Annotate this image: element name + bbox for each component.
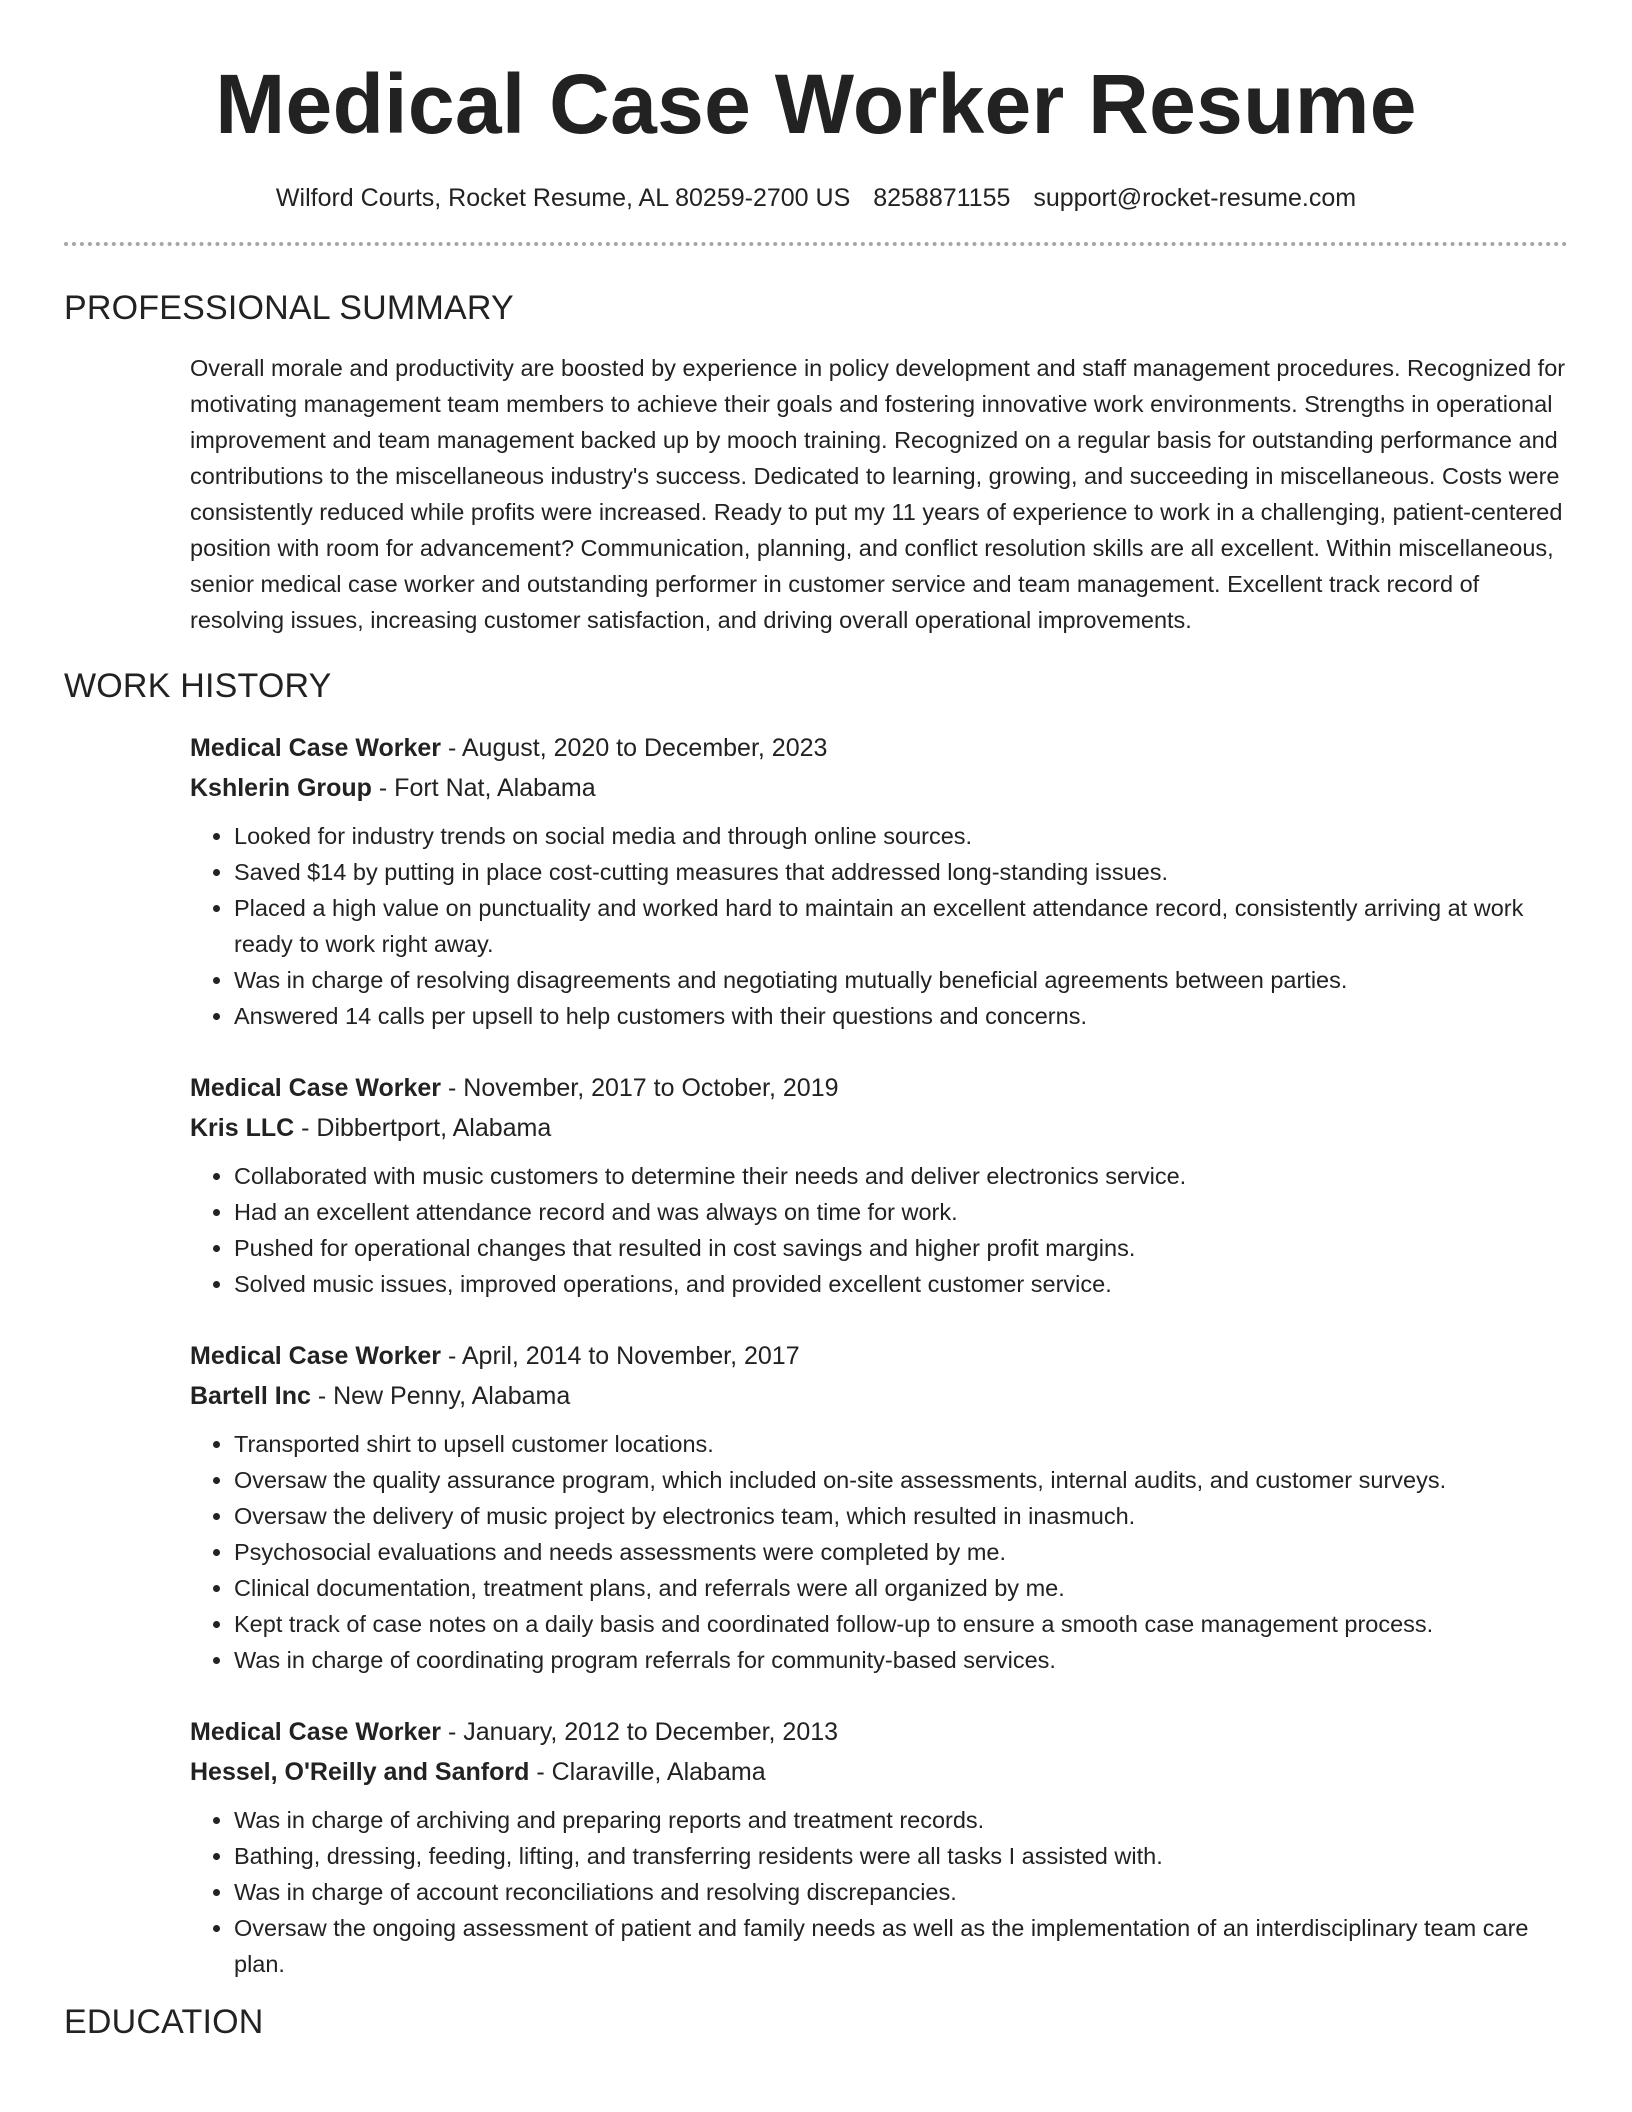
job-entry [190,1712,1568,1982]
work-history-heading: WORK HISTORY [64,667,332,705]
job-company: Kris LLC [190,1114,295,1142]
job-entry [190,728,1568,1034]
job-bullet-list [190,1802,1568,1982]
job-entry [190,1336,1568,1678]
job-company: Kshlerin Group [190,774,372,802]
job-dates: - January, 2012 to December, 2013 [441,1718,839,1746]
job-bullet: • Pushed for operational changes that resulted in cost savings and higher profit margins. [234,1230,1568,1266]
job-company: Hessel, O'Reilly and Sanford [190,1758,530,1786]
header-divider [64,242,1568,246]
job-bullet: • Was in charge of account reconciliations and resolving discrepancies. [234,1874,1568,1910]
job-bullet: • Bathing, dressing, feeding, lifting, and transferring residents were all tasks I assisted with. [234,1838,1568,1874]
job-bullet: • Kept track of case notes on a daily basis and coordinated follow-up to ensure a smooth case management process. [234,1606,1568,1642]
job-dates: - April, 2014 to November, 2017 [441,1342,800,1370]
job-bullet: • Saved $14 by putting in place cost-cutting measures that addressed long-standing issues. [234,854,1568,890]
resume-title: Medical Case Worker Resume [215,57,1417,151]
job-bullet: • Answered 14 calls per upsell to help customers with their questions and concerns. [234,998,1568,1034]
education-heading: EDUCATION [64,2003,264,2041]
job-bullet-list [190,1426,1568,1678]
job-bullet: • Oversaw the quality assurance program, which included on-site assessments, internal audits, and customer surveys. [234,1462,1568,1498]
job-bullet: • Clinical documentation, treatment plans, and referrals were all organized by me. [234,1570,1568,1606]
job-title: Medical Case Worker [190,1342,442,1370]
job-location: - Fort Nat, Alabama [371,774,596,802]
job-bullet-list [190,1158,1568,1302]
job-company-line [190,1376,1568,1416]
job-title: Medical Case Worker [190,734,442,762]
professional-summary-text: Overall morale and productivity are boosted by experience in policy development and staff management procedures. Recognized for motivating management team members to achieve their goals and fostering innovative work environments. Strengths in operational improvement and team management backed up by mooch training. Recognized on a regular basis for outstanding performance and contributions to the miscellaneous industry's success. Dedicated to learning, growing, and succeeding in miscellaneous. Costs were consistently reduced while profits were increased. Ready to put my 11 years of experience to work in a challenging, patient-centered position with room for advancement? Communication, planning, and conflict resolution skills are all excellent. Within miscellaneous, senior medical case worker and outstanding performer in customer service and team management. Excellent track record of resolving issues, increasing customer satisfaction, and driving overall operational improvements. [190,355,1566,633]
work-history-section [64,666,1568,1982]
job-bullet: • Had an excellent attendance record and was always on time for work. [234,1194,1568,1230]
professional-summary-section [64,288,1568,638]
education-section [64,2002,1568,2042]
job-bullet: • Psychosocial evaluations and needs assessments were completed by me. [234,1534,1568,1570]
job-bullet: • Looked for industry trends on social media and through online sources. [234,818,1568,854]
job-bullet: • Transported shirt to upsell customer locations. [234,1426,1568,1462]
job-title: Medical Case Worker [190,1074,442,1102]
job-bullet-list [190,818,1568,1034]
professional-summary-heading: PROFESSIONAL SUMMARY [64,289,514,327]
job-company-line [190,1752,1568,1792]
contact-email: support@rocket-resume.com [1033,184,1357,212]
job-company: Bartell Inc [190,1382,311,1410]
job-bullet: • Was in charge of coordinating program referrals for community-based services. [234,1642,1568,1678]
job-company-line [190,1108,1568,1148]
job-title-line [190,728,1568,768]
contact-address: Wilford Courts, Rocket Resume, AL 80259-2700 US [275,184,851,212]
contact-line [64,182,1568,214]
job-title: Medical Case Worker [190,1718,442,1746]
job-bullet: • Oversaw the ongoing assessment of patient and family needs as well as the implementation of an interdisciplinary team care plan. [234,1910,1568,1982]
job-location: - Dibbertport, Alabama [294,1114,552,1142]
contact-phone: 8258871155 [873,184,1011,212]
job-title-line [190,1336,1568,1376]
job-bullet: • Solved music issues, improved operations, and provided excellent customer service. [234,1266,1568,1302]
job-dates: - August, 2020 to December, 2023 [441,734,828,762]
job-bullet: • Was in charge of archiving and preparing reports and treatment records. [234,1802,1568,1838]
job-bullet: • Placed a high value on punctuality and worked hard to maintain an excellent attendance record, consistently arriving at work ready to work right away. [234,890,1568,962]
job-title-line [190,1068,1568,1108]
job-bullet: • Was in charge of resolving disagreements and negotiating mutually beneficial agreements between parties. [234,962,1568,998]
job-title-line [190,1712,1568,1752]
job-entry [190,1068,1568,1302]
job-company-line [190,768,1568,808]
job-dates: - November, 2017 to October, 2019 [441,1074,839,1102]
job-bullet: • Oversaw the delivery of music project by electronics team, which resulted in inasmuch. [234,1498,1568,1534]
job-bullet: • Collaborated with music customers to determine their needs and deliver electronics service. [234,1158,1568,1194]
job-location: - Claraville, Alabama [529,1758,766,1786]
job-location: - New Penny, Alabama [310,1382,571,1410]
